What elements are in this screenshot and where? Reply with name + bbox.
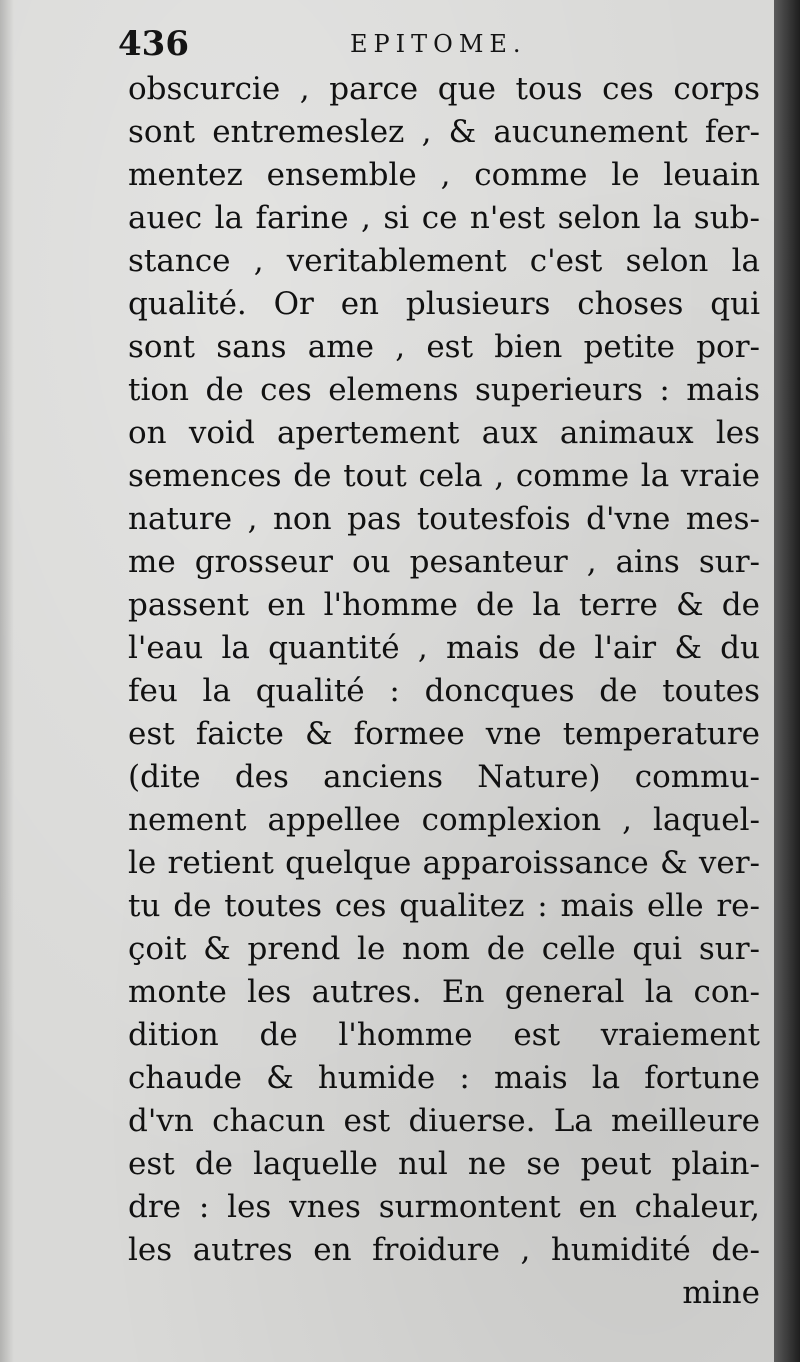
text-line: sont entremeslez , & aucunement fer- [128,114,760,150]
text-line: nature , non pas toutesfois d'vne mes- [128,501,760,537]
text-line: stance , veritablement c'est selon la [128,243,760,279]
text-line: le retient quelque apparoissance & ver- [128,845,760,881]
text-line: d'vn chacun est diuerse. La meilleure [128,1103,760,1139]
page-edge-shadow [774,0,800,1362]
text-line: obscurcie , parce que tous ces corps [128,71,760,107]
text-line: tu de toutes ces qualitez : mais elle re- [128,888,760,924]
page-gutter-shadow [0,0,14,1362]
text-line: nement appellee complexion , laquel- [128,802,760,838]
text-line: feu la qualité : doncques de toutes [128,673,760,709]
text-line: les autres en froidure , humidité de- [128,1232,760,1268]
page-header [118,20,758,68]
text-line: sont sans ame , est bien petite por- [128,329,760,365]
text-line: on void apertement aux animaux les [128,415,760,451]
text-line: semences de tout cela , comme la vraie [128,458,760,494]
text-line: auec la farine , si ce n'est selon la sub- [128,200,760,236]
text-line: mentez ensemble , comme le leuain [128,157,760,193]
text-line: mine [682,1275,760,1311]
text-line: l'eau la quantité , mais de l'air & du [128,630,760,666]
text-line: me grosseur ou pesanteur , ains sur- [128,544,760,580]
text-line: est de laquelle nul ne se peut plain- [128,1146,760,1182]
text-line: dition de l'homme est vraiement [128,1017,760,1053]
text-line: passent en l'homme de la terre & de [128,587,760,623]
running-head: EPITOME. [350,30,527,58]
text-line: chaude & humide : mais la fortune [128,1060,760,1096]
text-line: qualité. Or en plusieurs choses qui [128,286,760,322]
text-line: tion de ces elemens superieurs : mais [128,372,760,408]
text-line: dre : les vnes surmontent en chaleur, [128,1189,760,1225]
text-line: (dite des anciens Nature) commu- [128,759,760,795]
text-line: monte les autres. En general la con- [128,974,760,1010]
text-line: çoit & prend le nom de celle qui sur- [128,931,760,967]
body-text [128,68,760,1315]
text-line: est faicte & formee vne temperature [128,716,760,752]
page-number: 436 [118,24,189,64]
